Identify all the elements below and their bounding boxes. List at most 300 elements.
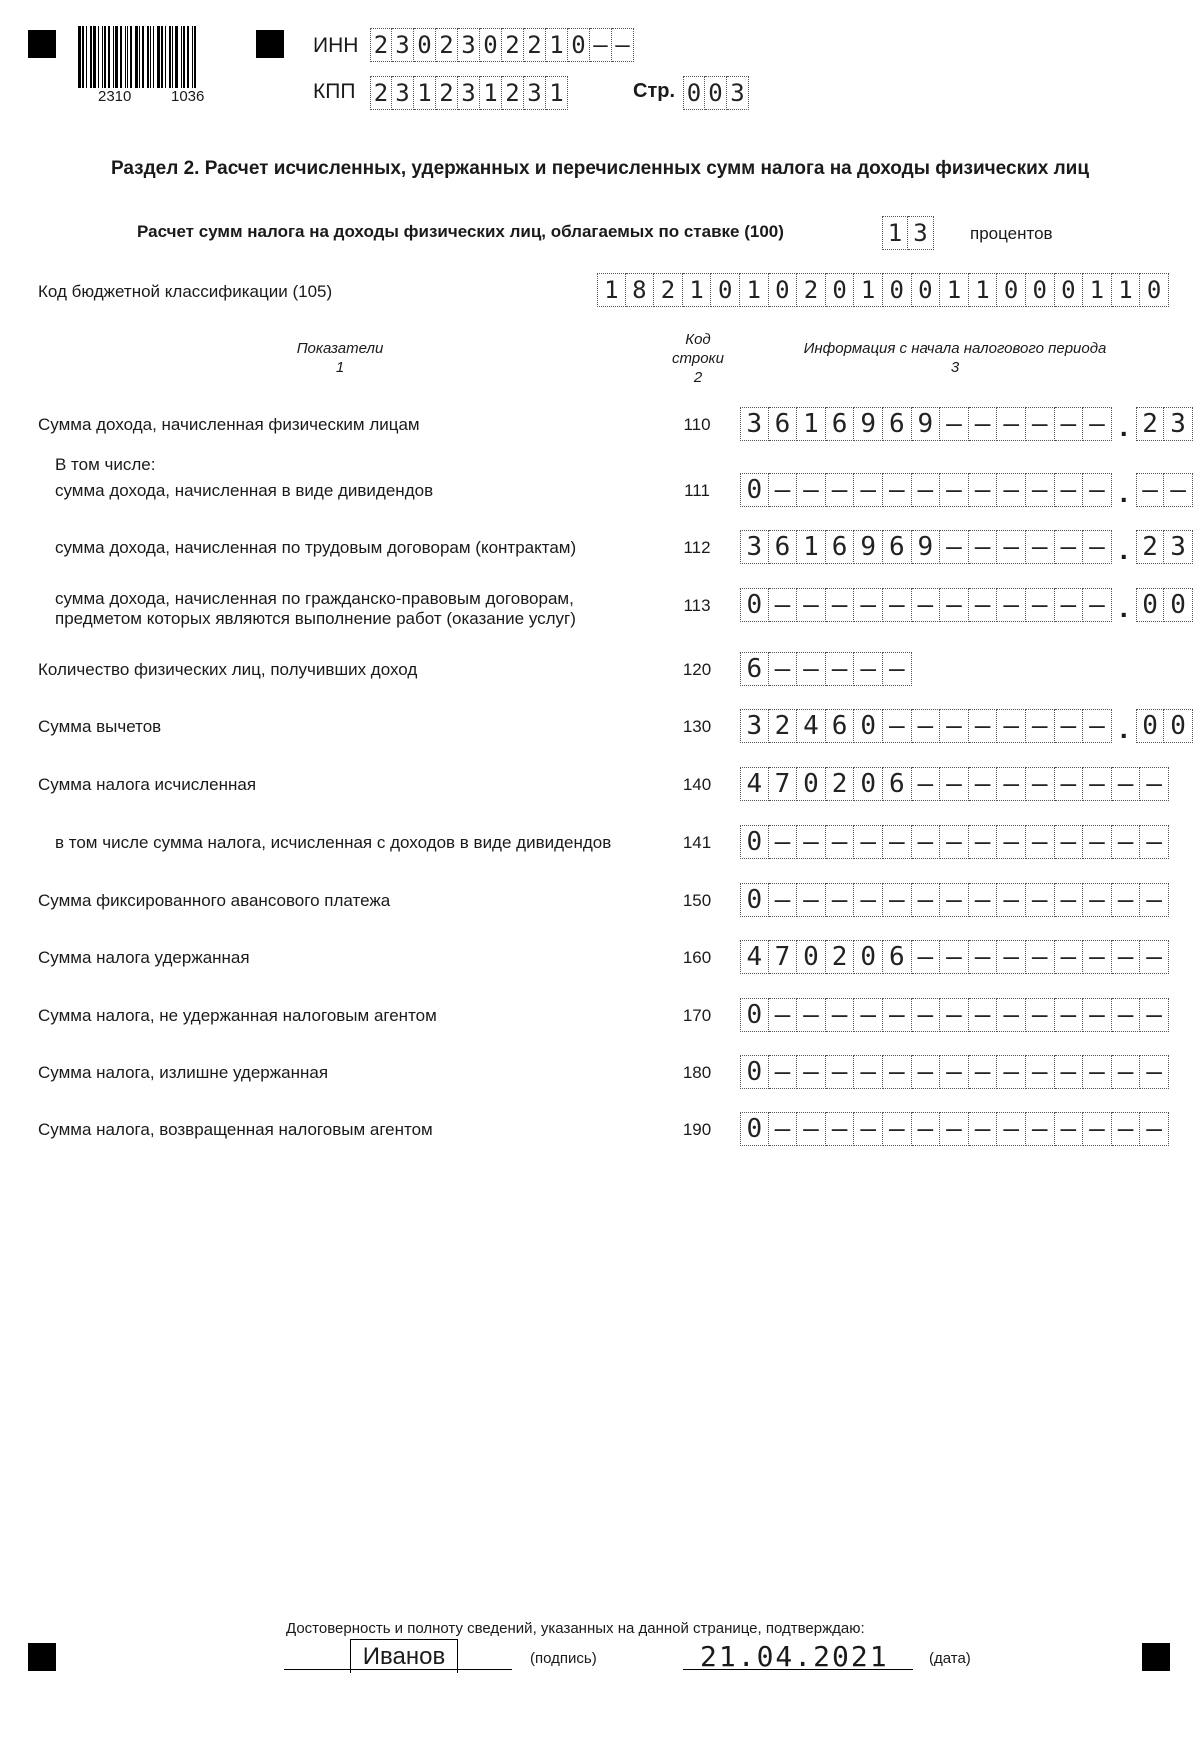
in-total-label: В том числе: — [55, 455, 156, 474]
rate-subtitle: Расчет сумм налога на доходы физических лиц, облагаемых по ставке (100) — [137, 222, 784, 241]
digit-cell: – — [1112, 767, 1141, 801]
corner-marker-top-left — [28, 30, 56, 58]
integer-part — [740, 588, 1112, 622]
digit-cell: – — [940, 998, 969, 1032]
row-value-field[interactable] — [740, 883, 1169, 917]
digit-cell: – — [969, 709, 998, 743]
digit-cell: 3 — [740, 530, 769, 564]
digit-cell: – — [1083, 709, 1112, 743]
digit-cell: – — [997, 940, 1026, 974]
digit-cell: – — [1112, 1112, 1141, 1146]
barcode-bar — [161, 26, 163, 88]
digit-cell: 1 — [940, 273, 969, 307]
digit-cell: – — [940, 530, 969, 564]
digit-cell: 0 — [1026, 273, 1055, 307]
digit-cell: – — [1140, 883, 1169, 917]
digit-cell: – — [940, 588, 969, 622]
digit-cell: 3 — [392, 28, 414, 62]
tax-rate-field[interactable] — [882, 216, 934, 250]
digit-cell: – — [854, 998, 883, 1032]
form-barcode — [78, 26, 234, 88]
row-value-field[interactable] — [740, 998, 1169, 1032]
digit-cell: 0 — [854, 767, 883, 801]
digit-cell: – — [997, 530, 1026, 564]
barcode-bar — [194, 26, 196, 88]
digit-cell: 1 — [546, 28, 568, 62]
row-label: сумма дохода, начисленная по трудовым договорам (контрактам) — [55, 538, 577, 557]
section-title: Раздел 2. Расчет исчисленных, удержанных и перечисленных сумм налога на доходы физических лиц — [110, 158, 1090, 179]
digit-cell: – — [940, 767, 969, 801]
fraction-part — [1136, 588, 1193, 622]
column-header-period-info — [760, 339, 1150, 377]
row-label: Количество физических лиц, получивших доход — [38, 660, 418, 679]
row-value-field[interactable] — [740, 530, 1193, 564]
row-value-field[interactable] — [740, 407, 1193, 441]
digit-cell: 3 — [458, 76, 480, 110]
digit-cell: 2 — [502, 76, 524, 110]
barcode-bar — [102, 26, 103, 88]
digit-cell: 0 — [997, 273, 1026, 307]
digit-cell: 0 — [854, 709, 883, 743]
row-code: 113 — [683, 596, 711, 615]
digit-cell: – — [912, 588, 941, 622]
digit-cell: 6 — [826, 407, 855, 441]
digit-cell: 1 — [546, 76, 568, 110]
digit-cell: – — [997, 473, 1026, 507]
digit-cell: – — [883, 825, 912, 859]
barcode-bar — [172, 26, 173, 88]
digit-cell: – — [1026, 767, 1055, 801]
integer-part — [740, 473, 1112, 507]
digit-cell: – — [912, 940, 941, 974]
digit-cell: 1 — [683, 273, 712, 307]
digit-cell: – — [1083, 588, 1112, 622]
row-label-continuation: предметом которых являются выполнение работ (оказание услуг) — [55, 609, 576, 628]
row-code: 141 — [682, 833, 712, 852]
row-label: Сумма дохода, начисленная физическим лицам — [38, 415, 420, 434]
digit-cell: – — [1055, 998, 1084, 1032]
digit-cell: – — [1083, 825, 1112, 859]
digit-cell: – — [1140, 825, 1169, 859]
barcode-bar — [147, 26, 149, 88]
digit-cell: 6 — [883, 767, 912, 801]
row-label: Сумма фиксированного авансового платежа — [38, 891, 391, 910]
column-header-line-code-number: 2 — [693, 369, 703, 386]
digit-cell: – — [997, 1055, 1026, 1089]
digit-cell: 0 — [1136, 709, 1165, 743]
digit-cell: – — [1055, 530, 1084, 564]
fraction-part — [1136, 407, 1193, 441]
row-code: 190 — [682, 1120, 712, 1139]
digit-cell: – — [797, 588, 826, 622]
digit-cell: – — [1140, 940, 1169, 974]
digit-cell: 2 — [370, 28, 392, 62]
fraction-part — [1136, 709, 1193, 743]
rate-unit: процентов — [970, 224, 1053, 243]
digit-cell: – — [969, 588, 998, 622]
digit-cell: 0 — [740, 1112, 769, 1146]
digit-cell: 1 — [480, 76, 502, 110]
digit-cell: – — [997, 883, 1026, 917]
digit-cell: – — [912, 883, 941, 917]
barcode-bar — [104, 26, 106, 88]
barcode-bar — [139, 26, 140, 88]
barcode-bar — [93, 26, 96, 88]
digit-cell: – — [1055, 709, 1084, 743]
digit-cell: – — [1026, 883, 1055, 917]
barcode-number-right: 1036 — [171, 88, 205, 105]
barcode-bar — [86, 26, 87, 88]
digit-cell: – — [912, 825, 941, 859]
digit-cell: – — [1083, 473, 1112, 507]
row-value-field[interactable] — [740, 1112, 1169, 1146]
digit-cell: – — [969, 530, 998, 564]
decimal-point: . — [1119, 411, 1128, 442]
digit-cell: 6 — [826, 530, 855, 564]
barcode-bar — [130, 26, 132, 88]
page-label: Стр. — [633, 80, 676, 102]
digit-cell: 3 — [392, 76, 414, 110]
digit-cell: 9 — [912, 530, 941, 564]
digit-cell: – — [997, 1112, 1026, 1146]
digit-cell: – — [969, 473, 998, 507]
digit-cell: – — [1055, 473, 1084, 507]
date-caption: (дата) — [929, 1650, 971, 1667]
corner-marker-top-right — [256, 30, 284, 58]
row-value-field[interactable] — [740, 709, 1193, 743]
row-code: 110 — [683, 415, 711, 434]
digit-cell: 0 — [705, 76, 727, 110]
digit-cell: – — [769, 652, 798, 686]
digit-cell: – — [1026, 1055, 1055, 1089]
digit-cell: 6 — [740, 652, 769, 686]
digit-cell: – — [997, 588, 1026, 622]
digit-cell: 0 — [568, 28, 590, 62]
digit-cell: 3 — [458, 28, 480, 62]
digit-cell: – — [997, 709, 1026, 743]
digit-cell: – — [969, 407, 998, 441]
digit-cell: – — [769, 998, 798, 1032]
digit-cell: 2 — [769, 709, 798, 743]
inn-field[interactable] — [370, 28, 634, 62]
digit-cell: – — [1140, 998, 1169, 1032]
digit-cell: 0 — [797, 940, 826, 974]
digit-cell: 6 — [883, 940, 912, 974]
row-code: 170 — [682, 1006, 712, 1025]
digit-cell: 3 — [740, 407, 769, 441]
digit-cell: 2 — [370, 76, 392, 110]
digit-cell: – — [1055, 1112, 1084, 1146]
digit-cell: – — [769, 825, 798, 859]
digit-cell: 0 — [912, 273, 941, 307]
barcode-bar — [181, 26, 182, 88]
digit-cell: – — [940, 1055, 969, 1089]
digit-cell: – — [969, 1055, 998, 1089]
barcode-bar — [165, 26, 166, 88]
digit-cell: – — [854, 588, 883, 622]
digit-cell: 2 — [826, 767, 855, 801]
digit-cell: 1 — [414, 76, 436, 110]
digit-cell: – — [826, 652, 855, 686]
digit-cell: 0 — [414, 28, 436, 62]
digit-cell: – — [1026, 588, 1055, 622]
digit-cell: 2 — [524, 28, 546, 62]
digit-cell: 3 — [524, 76, 546, 110]
row-value-field[interactable] — [740, 825, 1169, 859]
decimal-point: . — [1119, 713, 1128, 744]
barcode-bar — [157, 26, 160, 88]
digit-cell: – — [940, 1112, 969, 1146]
digit-cell: 1 — [797, 530, 826, 564]
digit-cell: 4 — [740, 940, 769, 974]
digit-cell: – — [797, 1055, 826, 1089]
digit-cell: – — [883, 1112, 912, 1146]
digit-cell: – — [769, 1112, 798, 1146]
barcode-bar — [108, 26, 110, 88]
digit-cell: – — [1026, 1112, 1055, 1146]
signature-field[interactable] — [350, 1639, 458, 1673]
digit-cell: 2 — [502, 28, 524, 62]
digit-cell: – — [883, 883, 912, 917]
decimal-point: . — [1119, 592, 1128, 623]
date-field[interactable]: 21.04.2021 — [700, 1640, 889, 1673]
digit-cell: – — [912, 709, 941, 743]
digit-cell: – — [1083, 1055, 1112, 1089]
integer-part — [740, 709, 1112, 743]
digit-cell: – — [1026, 998, 1055, 1032]
digit-cell: – — [1055, 588, 1084, 622]
digit-cell: – — [1164, 473, 1193, 507]
digit-cell: – — [883, 473, 912, 507]
digit-cell: 0 — [740, 1055, 769, 1089]
digit-cell: – — [769, 1055, 798, 1089]
digit-cell: – — [969, 1112, 998, 1146]
digit-cell: – — [940, 709, 969, 743]
digit-cell: 0 — [480, 28, 502, 62]
row-label: в том числе сумма налога, исчисленная с доходов в виде дивидендов — [55, 833, 612, 852]
digit-cell: 6 — [883, 530, 912, 564]
row-label: Сумма налога удержанная — [38, 948, 250, 967]
digit-cell: – — [854, 1055, 883, 1089]
digit-cell: – — [854, 825, 883, 859]
digit-cell: – — [1083, 407, 1112, 441]
digit-cell: – — [826, 473, 855, 507]
digit-cell: 2 — [436, 76, 458, 110]
digit-cell: 0 — [1140, 273, 1169, 307]
digit-cell: 3 — [727, 76, 749, 110]
digit-cell: – — [826, 1112, 855, 1146]
digit-cell: – — [883, 1055, 912, 1089]
digit-cell: – — [969, 998, 998, 1032]
signature-name: Иванов — [362, 1642, 446, 1670]
row-value-field[interactable] — [740, 767, 1169, 801]
digit-cell: – — [912, 998, 941, 1032]
digit-cell: – — [797, 883, 826, 917]
fraction-part — [1136, 473, 1193, 507]
row-label: Сумма налога, возвращенная налоговым агентом — [38, 1120, 433, 1139]
digit-cell: – — [883, 588, 912, 622]
digit-cell: – — [612, 28, 634, 62]
digit-cell: – — [940, 407, 969, 441]
digit-cell: – — [1055, 1055, 1084, 1089]
kbk-field[interactable] — [597, 273, 1169, 307]
row-code: 160 — [682, 948, 712, 967]
digit-cell: – — [940, 940, 969, 974]
digit-cell: 1 — [1112, 273, 1141, 307]
digit-cell: 2 — [1136, 407, 1165, 441]
digit-cell: 0 — [740, 588, 769, 622]
barcode-bar — [113, 26, 114, 88]
digit-cell: – — [1112, 940, 1141, 974]
integer-part — [740, 530, 1112, 564]
digit-cell: 6 — [769, 530, 798, 564]
digit-cell: 1 — [1083, 273, 1112, 307]
row-label: Сумма налога, излишне удержанная — [38, 1063, 329, 1082]
row-code: 180 — [682, 1063, 712, 1082]
digit-cell: – — [1136, 473, 1165, 507]
digit-cell: – — [1055, 940, 1084, 974]
digit-cell: – — [1140, 767, 1169, 801]
digit-cell: – — [854, 1112, 883, 1146]
row-code: 112 — [683, 538, 711, 557]
digit-cell: – — [1026, 825, 1055, 859]
digit-cell: – — [854, 473, 883, 507]
column-header-line-code-title-2: строки — [672, 350, 724, 367]
column-header-line-code-title-1: Код — [685, 331, 711, 348]
barcode-bar — [125, 26, 126, 88]
barcode-bar — [142, 26, 144, 88]
digit-cell: – — [997, 825, 1026, 859]
barcode-bar — [78, 26, 81, 88]
barcode-number-left: 2310 — [98, 88, 132, 105]
digit-cell: 0 — [711, 273, 740, 307]
barcode-bar — [187, 26, 189, 88]
digit-cell: – — [912, 473, 941, 507]
confirmation-text: Достоверность и полноту сведений, указанных на данной странице, подтверждаю: — [286, 1620, 865, 1637]
digit-cell: – — [1083, 767, 1112, 801]
barcode-bar — [115, 26, 118, 88]
digit-cell: 9 — [854, 407, 883, 441]
row-code: 111 — [684, 481, 710, 500]
digit-cell: – — [797, 1112, 826, 1146]
row-value-field[interactable] — [740, 588, 1193, 622]
digit-cell: 1 — [969, 273, 998, 307]
digit-cell: – — [1026, 473, 1055, 507]
digit-cell: – — [797, 652, 826, 686]
digit-cell: 2 — [654, 273, 683, 307]
digit-cell: 0 — [1055, 273, 1084, 307]
page-number-field[interactable] — [683, 76, 749, 110]
digit-cell: 1 — [797, 407, 826, 441]
digit-cell: – — [1026, 530, 1055, 564]
digit-cell: 0 — [854, 940, 883, 974]
digit-cell: – — [797, 825, 826, 859]
digit-cell: 3 — [1164, 407, 1193, 441]
column-header-period-info-number: 3 — [950, 359, 960, 376]
digit-cell: – — [769, 473, 798, 507]
digit-cell: – — [1026, 709, 1055, 743]
barcode-bar — [153, 26, 154, 88]
digit-cell: – — [826, 883, 855, 917]
row-label: сумма дохода, начисленная по гражданско-правовым договорам, — [55, 589, 574, 608]
barcode-bar — [82, 26, 84, 88]
row-label: Сумма вычетов — [38, 717, 162, 736]
digit-cell: 3 — [740, 709, 769, 743]
row-value-field[interactable] — [740, 473, 1193, 507]
digit-cell: – — [883, 998, 912, 1032]
digit-cell: – — [883, 652, 912, 686]
barcode-bar — [120, 26, 122, 88]
digit-cell: – — [1112, 883, 1141, 917]
row-code: 140 — [682, 775, 712, 794]
column-header-indicators — [240, 339, 440, 377]
column-header-indicators-title: Показатели — [296, 340, 384, 357]
digit-cell: – — [1055, 883, 1084, 917]
column-header-indicators-number: 1 — [335, 359, 345, 376]
integer-part — [740, 407, 1112, 441]
digit-cell: 1 — [854, 273, 883, 307]
kpp-label: КПП — [313, 80, 356, 103]
digit-cell: 8 — [626, 273, 655, 307]
digit-cell: – — [797, 473, 826, 507]
digit-cell: 9 — [854, 530, 883, 564]
row-label: сумма дохода, начисленная в виде дивидендов — [55, 481, 434, 500]
decimal-point: . — [1119, 534, 1128, 565]
digit-cell: – — [940, 883, 969, 917]
barcode-bar — [90, 26, 92, 88]
row-label: Сумма налога, не удержанная налоговым агентом — [38, 1006, 437, 1025]
row-value-field[interactable] — [740, 1055, 1169, 1089]
digit-cell: – — [826, 825, 855, 859]
row-value-field[interactable] — [740, 652, 912, 686]
digit-cell: 1 — [882, 216, 908, 250]
barcode-bar — [192, 26, 193, 88]
digit-cell: – — [969, 767, 998, 801]
digit-cell: 6 — [826, 709, 855, 743]
digit-cell: 2 — [797, 273, 826, 307]
digit-cell: 4 — [797, 709, 826, 743]
digit-cell: – — [769, 588, 798, 622]
column-header-period-info-title: Информация с начала налогового периода — [803, 340, 1107, 357]
digit-cell: 1 — [740, 273, 769, 307]
digit-cell: 0 — [740, 883, 769, 917]
digit-cell: 9 — [912, 407, 941, 441]
digit-cell: 2 — [826, 940, 855, 974]
digit-cell: – — [826, 588, 855, 622]
digit-cell: 0 — [1164, 709, 1193, 743]
inn-label: ИНН — [313, 34, 359, 57]
digit-cell: – — [854, 883, 883, 917]
digit-cell: – — [1140, 1055, 1169, 1089]
digit-cell: – — [826, 998, 855, 1032]
digit-cell: 7 — [769, 767, 798, 801]
digit-cell: – — [1112, 825, 1141, 859]
digit-cell: 0 — [740, 473, 769, 507]
digit-cell: 0 — [826, 273, 855, 307]
digit-cell: – — [1083, 1112, 1112, 1146]
decimal-point: . — [1119, 477, 1128, 508]
kpp-field[interactable] — [370, 76, 568, 110]
row-label: Сумма налога исчисленная — [38, 775, 257, 794]
digit-cell: 0 — [1136, 588, 1165, 622]
digit-cell: 3 — [1164, 530, 1193, 564]
digit-cell: – — [1083, 940, 1112, 974]
digit-cell: – — [1083, 883, 1112, 917]
column-header-line-code — [648, 330, 748, 387]
barcode-bar — [150, 26, 151, 88]
corner-marker-bottom-left — [28, 1643, 56, 1671]
row-value-field[interactable] — [740, 940, 1169, 974]
